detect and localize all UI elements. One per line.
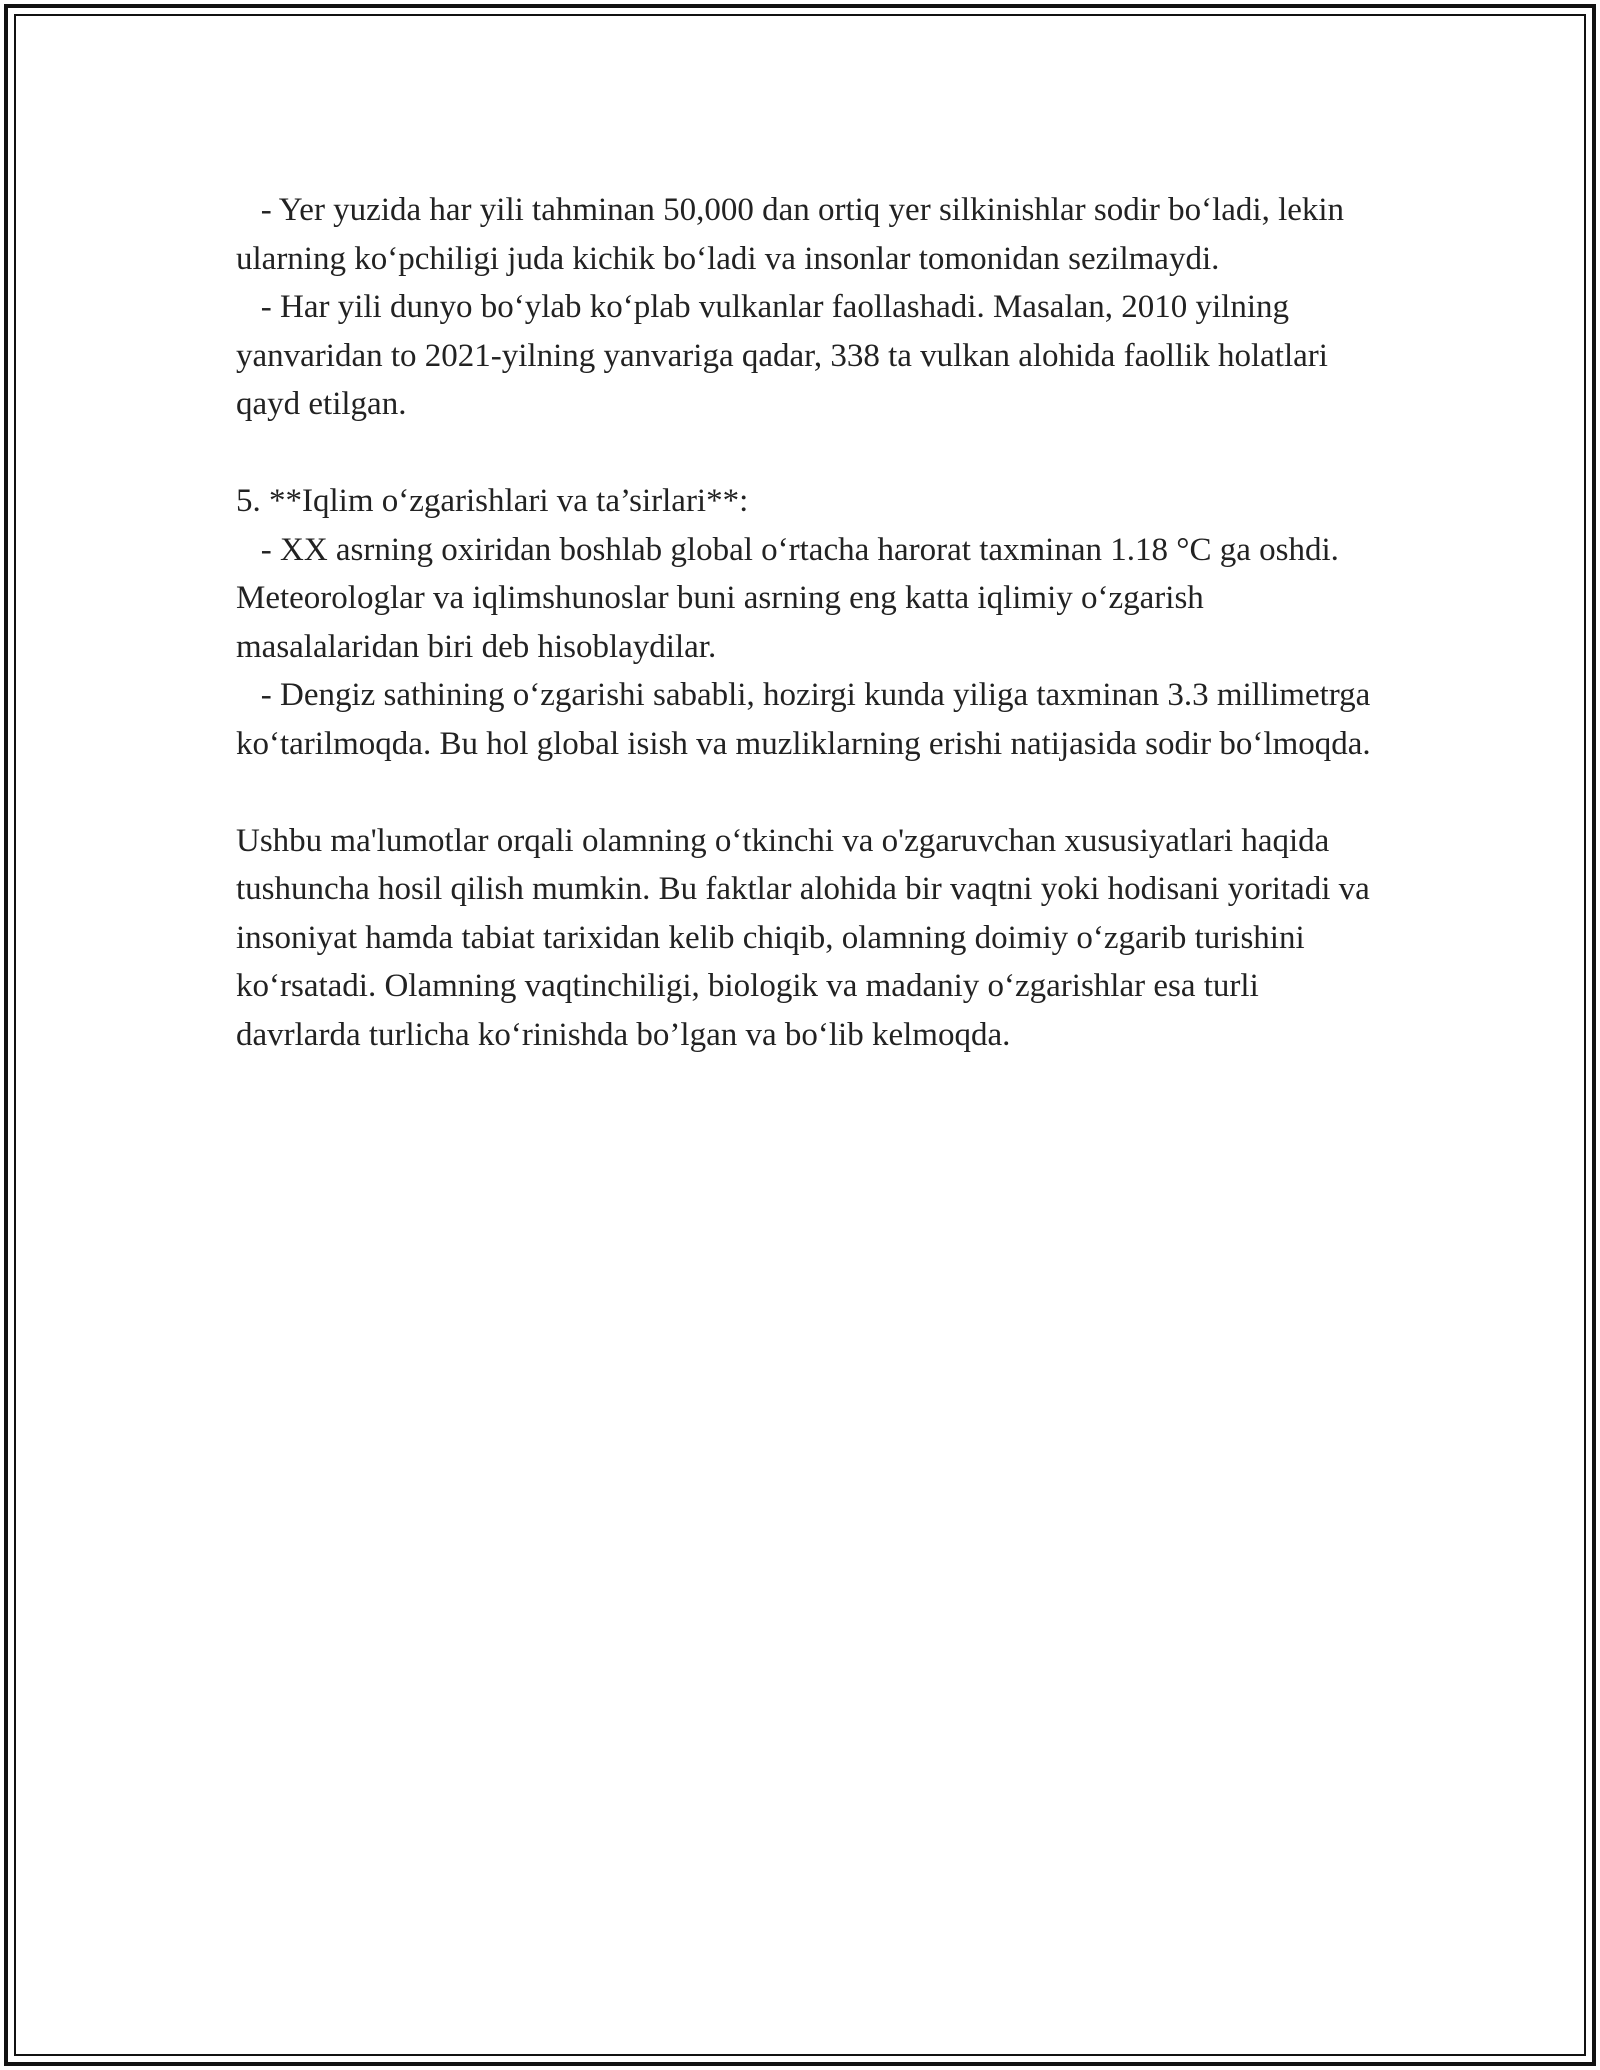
- document-body: [236, 186, 1379, 1059]
- bullet-volcanoes: - Har yili dunyo bo‘ylab ko‘plab vulkanlar faollashadi. Masalan, 2010 yilning yanvaridan to 2021-yilning yanvariga qadar, 338 ta vulkan alohida faollik holatlari qayd etilgan.: [236, 289, 1337, 422]
- section-heading: 5. **Iqlim o‘zgarishlari va ta’sirlari**:: [236, 483, 749, 519]
- paragraph-spacer: [236, 429, 1376, 478]
- bullet-temperature: - XX asrning oxiridan boshlab global o‘rtacha harorat taxminan 1.18 °C ga oshdi. Meteorologlar va iqlimshunoslar buni asrning eng katta iqlimiy o‘zgarish masalalaridan biri deb hisoblaydilar.: [236, 531, 1348, 665]
- paragraph-spacer: [236, 768, 1376, 817]
- bullet-earthquakes: - Yer yuzida har yili tahminan 50,000 dan ortiq yer silkinishlar sodir bo‘ladi, lekin ularning ko‘pchiligi juda kichik bo‘ladi va insonlar tomonidan sezilmaydi.: [236, 192, 1353, 277]
- conclusion-paragraph: Ushbu ma'lumotlar orqali olamning o‘tkinchi va o'zgaruvchan xususiyatlari haqida tushuncha hosil qilish mumkin. Bu faktlar alohida bir vaqtni yoki hodisani yoritadi va insoniyat hamda tabiat tarixidan kelib chiqib, olamning doimiy o‘zgarib turishini ko‘rsatadi. Olamning vaqtinchiligi, biologik va madaniy o‘zgarishlar esa turli davrlarda turlicha ko‘rinishda bo’lgan va bo‘lib kelmoqda.: [236, 822, 1379, 1053]
- bullet-sea-level: - Dengiz sathining o‘zgarishi sababli, hozirgi kunda yiliga taxminan 3.3 millimetrga ko‘tarilmoqda. Bu hol global isish va muzliklarning erishi natijasida sodir bo‘lmoqda.: [236, 677, 1379, 762]
